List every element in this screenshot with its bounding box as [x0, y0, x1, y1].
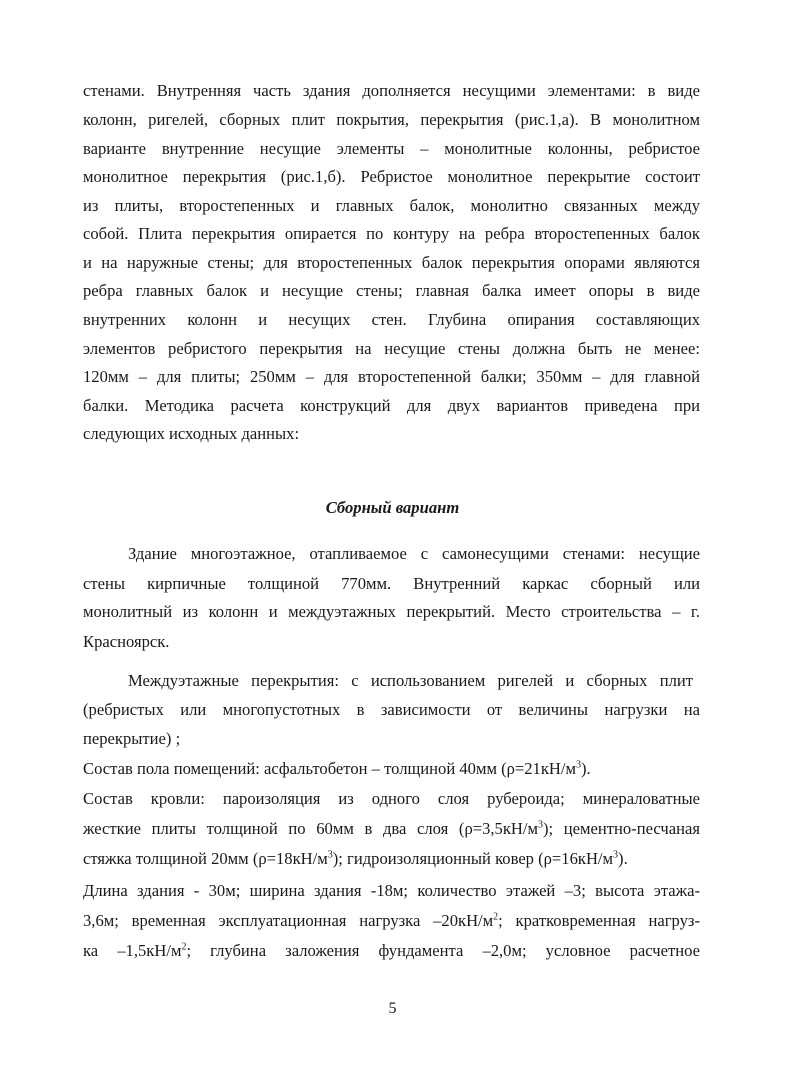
body-line: следующих исходных данных: — [83, 424, 300, 443]
body-line: колонн, ригелей, сборных плит покрытия, перекрытия (рис.1,а). В монолитном — [83, 110, 700, 129]
body-line: варианте внутренние несущие элементы – монолитные колонны, ребристое — [83, 139, 700, 158]
body-line: балки. Методика расчета конструкций для двух вариантов приведена при — [83, 396, 700, 415]
roof-line: жесткие плиты толщиной по 60мм в два слоя $(\rho=3,5кН/м^3)$; цементно-песчаная — [83, 819, 700, 838]
body-line: 120мм – для плиты; 250мм – для второстепенной балки; 350мм – для главной — [83, 367, 700, 386]
dims-line: Длина здания - 30м; ширина здания -18м; количество этажей –3; высота этажа- — [83, 881, 700, 900]
section-heading: Сборный вариант — [325, 498, 460, 517]
floor-line: перекрытие) ; — [83, 729, 181, 748]
body-line: монолитное перекрытия (рис.1,б). Ребристое монолитное перекрытие состоит — [83, 167, 700, 186]
body-line: собой. Плита перекрытия опирается по контуру на ребра второстепенных балок — [83, 224, 700, 243]
body-line: ребра главных балок и несущие стены; главная балка имеет опоры в виде — [83, 281, 700, 300]
body-line: и на наружные стены; для второстепенных балок перекрытия опорами являются — [83, 253, 700, 272]
floor-line: Междуэтажные перекрытия: с использованием ригелей и сборных плит — [128, 671, 693, 690]
roof-line: Состав кровли: пароизоляция из одного слоя рубероида; минераловатные — [83, 789, 700, 808]
dims-line: 3,6м; временная эксплуатационная нагрузка $-20кН/м^2$; кратковременная нагруз- — [83, 911, 700, 930]
dims-line: ка $-1,5кН/м^2$; глубина заложения фундамента –2,0м; условное расчетное — [83, 941, 700, 960]
body-line: внутренних колонн и несущих стен. Глубина опирания составляющих — [83, 310, 700, 329]
building-line: Здание многоэтажное, отапливаемое с самонесущими стенами: несущие — [128, 544, 700, 563]
body-line: из плиты, второстепенных и главных балок, монолитно связанных между — [83, 196, 700, 215]
building-line: стены кирпичные толщиной 770мм. Внутренний каркас сборный или — [83, 574, 700, 593]
building-line: Красноярск. — [83, 632, 170, 651]
body-line: стенами. Внутренняя часть здания дополняется несущими элементами: в виде — [83, 81, 700, 100]
floor-composition: Состав пола помещений: асфальтобетон – толщиной 40мм $(\rho=21кН/м^3)$. — [83, 759, 591, 778]
building-line: монолитный из колонн и междуэтажных перекрытий. Место строительства – г. — [83, 602, 700, 621]
body-line: элементов ребристого перекрытия на несущие стены должна быть не менее: — [83, 339, 700, 358]
page-number: 5 — [388, 1000, 397, 1017]
floor-line: (ребристых или многопустотных в зависимости от величины нагрузки на — [83, 700, 700, 719]
roof-line: стяжка толщиной 20мм $(\rho=18кН/м^3)$; гидроизоляционный ковер $(\rho=16кН/м^3)$. — [83, 849, 628, 868]
